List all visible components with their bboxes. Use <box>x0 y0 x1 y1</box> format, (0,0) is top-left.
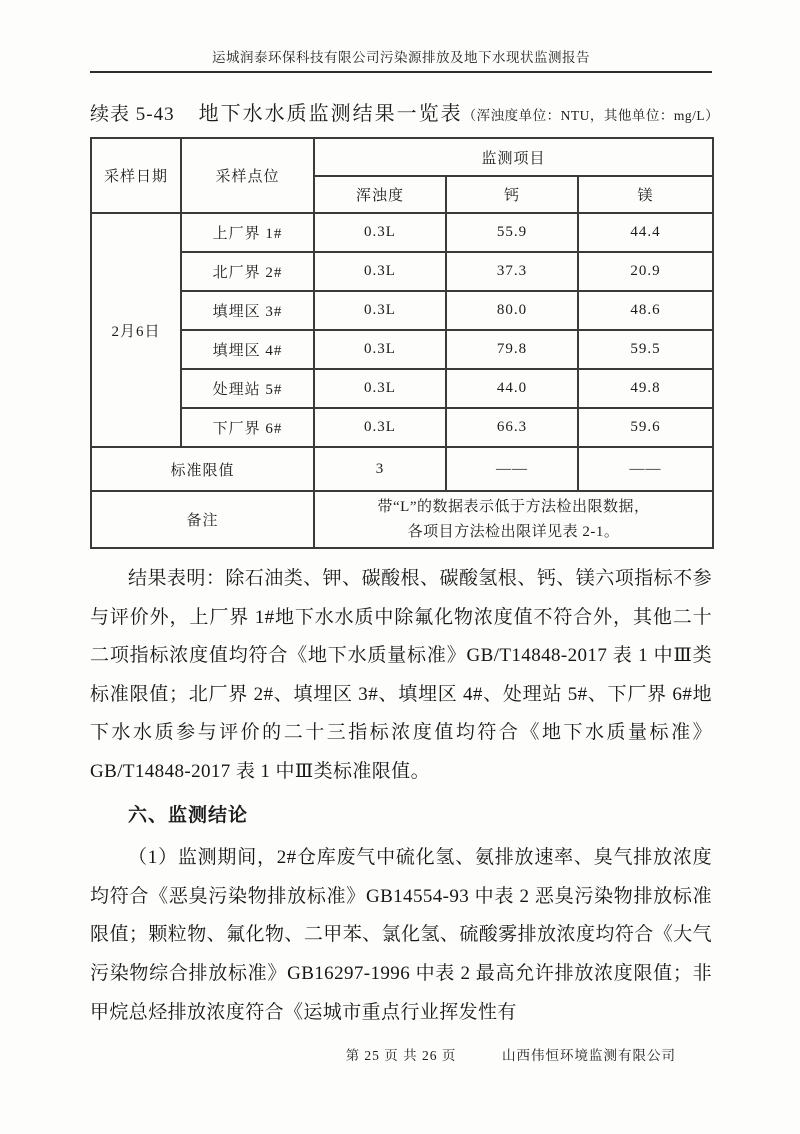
limit-magnesium-cell: —— <box>578 447 713 491</box>
paragraph-results-summary: 结果表明：除石油类、钾、碳酸根、碳酸氢根、钙、镁六项指标不参与评价外，上厂界 1#地下水水质中除氟化物浓度值不符合外，其他二十二项指标浓度值均符合《地下水质量标准》GB/T14848-2017 表 1 中Ⅲ类标准限值；北厂界 2#、填埋区 3#、填埋区 4#、处理站 5#、下厂界 6#地下水水质参与评价的二十三指标浓度值均符合《地下水质量标准》GB/T14848-2017 表 1 中Ⅲ类标准限值。 <box>90 568 712 782</box>
magnesium-cell: 44.4 <box>578 213 713 252</box>
body-text <box>90 560 712 1032</box>
limit-turbidity-cell: 3 <box>314 447 446 491</box>
table-title-units: （浑浊度单位：NTU，其他单位：mg/L） <box>462 108 720 123</box>
table-row <box>91 213 713 252</box>
report-header-title: 运城润泰环保科技有限公司污染源排放及地下水现状监测报告 <box>212 50 590 65</box>
monitoring-results-table <box>90 137 714 549</box>
table-title-text: 地下水水质监测结果一览表 <box>198 103 463 125</box>
site-cell: 填埋区 4# <box>181 330 314 369</box>
turbidity-cell: 0.3L <box>314 213 446 252</box>
turbidity-cell: 0.3L <box>314 252 446 291</box>
calcium-cell: 66.3 <box>446 408 578 447</box>
section-heading-conclusion: 六、监测结论 <box>128 804 249 826</box>
col-header-monitoring-items: 监测项目 <box>314 138 713 176</box>
table-row <box>91 369 713 408</box>
turbidity-cell: 0.3L <box>314 369 446 408</box>
magnesium-cell: 49.8 <box>578 369 713 408</box>
magnesium-cell: 59.6 <box>578 408 713 447</box>
col-header-sample-site: 采样点位 <box>181 138 314 213</box>
turbidity-cell: 0.3L <box>314 330 446 369</box>
turbidity-cell: 0.3L <box>314 291 446 330</box>
col-header-sample-date: 采样日期 <box>91 138 181 213</box>
site-cell: 处理站 5# <box>181 369 314 408</box>
footer-company-name: 山西伟恒环境监测有限公司 <box>502 1048 676 1063</box>
table-header-row-1 <box>91 138 713 176</box>
magnesium-cell: 48.6 <box>578 291 713 330</box>
table-row <box>91 330 713 369</box>
remark-line-2: 各项目方法检出限详见表 2-1。 <box>407 523 620 540</box>
limit-calcium-cell: —— <box>446 447 578 491</box>
calcium-cell: 44.0 <box>446 369 578 408</box>
calcium-cell: 79.8 <box>446 330 578 369</box>
site-cell: 上厂界 1# <box>181 213 314 252</box>
magnesium-cell: 59.5 <box>578 330 713 369</box>
table-number: 续表 5-43 <box>90 104 175 125</box>
table-title <box>90 97 720 126</box>
running-header <box>90 0 712 73</box>
table-row <box>91 408 713 447</box>
site-cell: 填埋区 3# <box>181 291 314 330</box>
site-cell: 北厂界 2# <box>181 252 314 291</box>
site-cell: 下厂界 6# <box>181 408 314 447</box>
remark-row <box>91 491 713 548</box>
calcium-cell: 80.0 <box>446 291 578 330</box>
turbidity-cell: 0.3L <box>314 408 446 447</box>
limit-label-cell: 标准限值 <box>91 447 314 491</box>
col-header-turbidity: 浑浊度 <box>314 176 446 213</box>
col-header-magnesium: 镁 <box>578 176 713 213</box>
calcium-cell: 55.9 <box>446 213 578 252</box>
table-row <box>91 252 713 291</box>
standard-limit-row <box>91 447 713 491</box>
col-header-calcium: 钙 <box>446 176 578 213</box>
header-rule <box>90 71 712 73</box>
remark-line-1: 带“L”的数据表示低于方法检出限数据， <box>377 498 650 515</box>
sample-date-cell: 2月6日 <box>91 213 181 447</box>
calcium-cell: 37.3 <box>446 252 578 291</box>
page-footer <box>90 1044 712 1064</box>
table-row <box>91 291 713 330</box>
page-number: 第 25 页 共 26 页 <box>345 1048 457 1063</box>
paragraph-conclusion-1: （1）监测期间，2#仓库废气中硫化氢、氨排放速率、臭气排放浓度均符合《恶臭污染物排放标准》GB14554-93 中表 2 恶臭污染物排放标准限值；颗粒物、氟化物、二甲苯、氯化氢、硫酸雾排放浓度均符合《大气污染物综合排放标准》GB16297-1996 中表 2 最高允许排放浓度限值；非甲烷总烃排放浓度符合《运城市重点行业挥发性有 <box>90 847 712 1023</box>
remark-label-cell: 备注 <box>91 491 314 548</box>
remark-content-cell <box>314 491 713 548</box>
magnesium-cell: 20.9 <box>578 252 713 291</box>
